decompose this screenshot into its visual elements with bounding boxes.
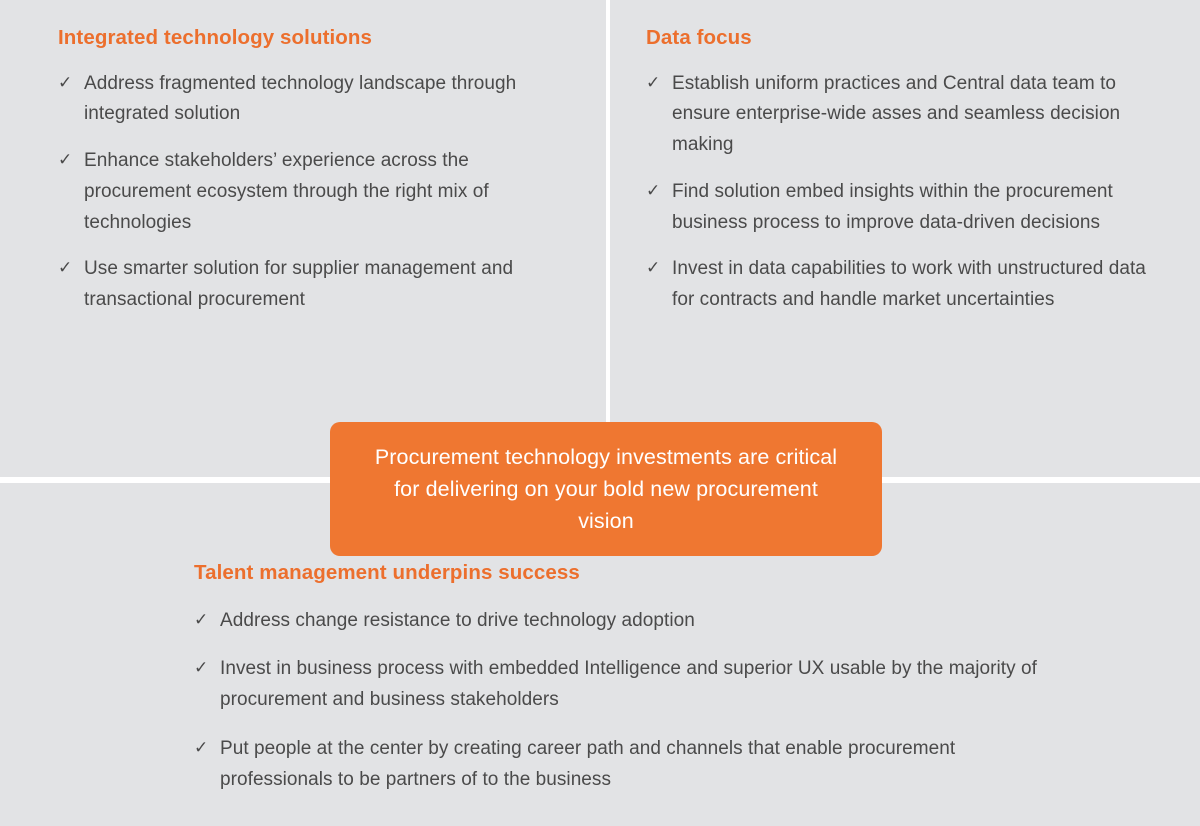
bullet-list-talent-management xyxy=(194,606,1140,796)
list-item xyxy=(58,146,566,238)
center-callout xyxy=(330,422,882,556)
panel-title-talent-management: Talent management underpins success xyxy=(194,561,580,584)
check-icon: ✓ xyxy=(194,737,209,757)
bullet-text: Put people at the center by creating career path and channels that enable procurement professionals to be partners of to the business xyxy=(220,737,956,790)
bullet-text: Address fragmented technology landscape through integrated solution xyxy=(84,72,517,125)
bullet-text: Establish uniform practices and Central data team to ensure enterprise-wide asses and seamless decision making xyxy=(672,72,1121,156)
panel-title-integrated-technology-solutions: Integrated technology solutions xyxy=(58,26,373,49)
check-icon: ✓ xyxy=(646,180,661,200)
panel-integrated-technology-solutions xyxy=(0,0,606,424)
bullet-list-data-focus xyxy=(646,69,1160,316)
list-item xyxy=(646,254,1160,316)
list-item xyxy=(646,69,1160,161)
check-icon: ✓ xyxy=(194,658,209,678)
panel-data-focus xyxy=(610,0,1200,424)
bullet-text: Use smarter solution for supplier management and transactional procurement xyxy=(84,258,514,311)
center-callout-text: Procurement technology investments are critical for delivering on your bold new procurement vision xyxy=(374,444,838,534)
check-icon: ✓ xyxy=(646,258,661,278)
check-icon: ✓ xyxy=(194,609,209,629)
check-icon: ✓ xyxy=(58,150,73,170)
panel-title-data-focus: Data focus xyxy=(646,26,752,49)
list-item xyxy=(646,177,1160,239)
list-item xyxy=(194,734,1140,796)
bullet-text: Address change resistance to drive technology adoption xyxy=(220,609,695,631)
list-item xyxy=(194,606,1140,637)
bullet-text: Find solution embed insights within the procurement business process to improve data-driven decisions xyxy=(672,180,1113,233)
check-icon: ✓ xyxy=(58,72,73,92)
list-item xyxy=(194,654,1140,716)
list-item xyxy=(58,69,566,131)
bullet-text: Invest in data capabilities to work with unstructured data for contracts and handle market uncertainties xyxy=(672,258,1146,311)
bullet-text: Invest in business process with embedded Intelligence and superior UX usable by the majority of procurement and business stakeholders xyxy=(220,658,1037,711)
check-icon: ✓ xyxy=(58,258,73,278)
list-item xyxy=(58,254,566,316)
bullet-list-integrated-technology-solutions xyxy=(58,69,566,316)
bullet-text: Enhance stakeholders’ experience across the procurement ecosystem through the right mix of technologies xyxy=(84,150,489,233)
check-icon: ✓ xyxy=(646,72,661,92)
